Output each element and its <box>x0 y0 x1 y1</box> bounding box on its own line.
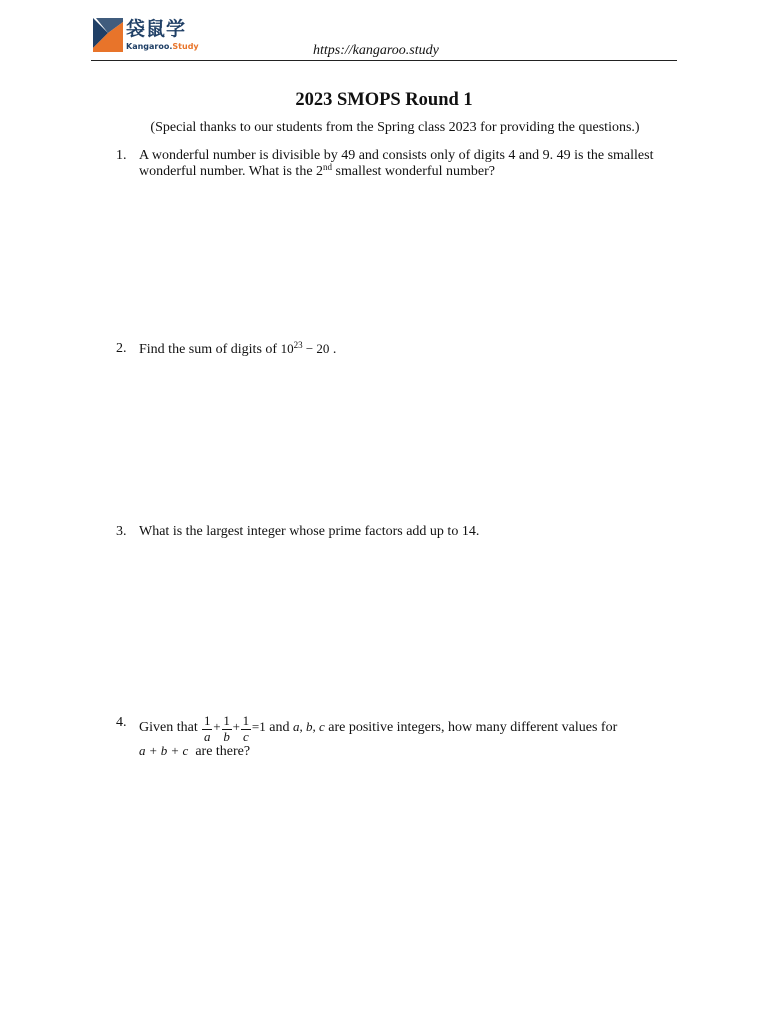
variable-list: a, b, c <box>292 719 325 734</box>
question-text <box>139 341 336 358</box>
question-text-part: Given that <box>139 720 198 735</box>
fraction-denominator: b <box>223 729 230 744</box>
site-url: https://kangaroo.study <box>313 43 439 58</box>
fraction-1-over-c <box>240 715 252 743</box>
question-text-part: are there? <box>195 744 251 759</box>
plus-sign: + <box>232 719 240 734</box>
fraction-denominator: c <box>243 729 249 744</box>
fraction-numerator: 1 <box>242 713 250 728</box>
logo-english-part2: Study <box>172 42 199 51</box>
question-number: 3. <box>116 524 127 539</box>
logo-chinese-text: 袋鼠学 <box>126 18 187 40</box>
sum-expression: a + b + c <box>139 743 189 758</box>
question-text-line2 <box>139 743 250 760</box>
question-text-part: are positive integers, how many different values for <box>328 720 618 735</box>
page-header <box>0 0 768 62</box>
page-title: 2023 SMOPS Round 1 <box>295 90 473 110</box>
logo-english-text <box>126 42 199 52</box>
question-number: 2. <box>116 341 127 356</box>
fraction-1-over-b <box>221 715 233 743</box>
logo-english-part1: Kangaroo. <box>126 42 173 51</box>
fraction-numerator: 1 <box>203 713 211 728</box>
math-expression <box>281 341 330 356</box>
question-text: What is the largest integer whose prime factors add up to 14. <box>139 524 480 539</box>
kangaroo-study-logo <box>93 18 199 58</box>
math-exponent: 23 <box>293 340 303 350</box>
logo-mark-icon <box>93 18 123 52</box>
page-subtitle: (Special thanks to our students from the Spring class 2023 for providing the questions.) <box>150 120 640 135</box>
question-text-line2 <box>139 164 495 180</box>
fraction-denominator: a <box>203 729 211 744</box>
question-text-part: and <box>269 720 290 735</box>
question-text-line1 <box>139 715 617 743</box>
question-text-part: smallest wonderful number? <box>332 164 495 179</box>
ordinal-suffix: nd <box>323 162 333 172</box>
plus-sign: + <box>213 719 221 734</box>
math-base: 10 <box>280 341 294 356</box>
question-text-part: wonderful number. What is the 2 <box>139 164 324 179</box>
question-text-part: Find the sum of digits of <box>139 342 281 357</box>
math-rest: − 20 <box>302 341 330 356</box>
question-number: 4. <box>116 715 127 730</box>
fraction-1-over-a <box>201 715 213 743</box>
question-text-line1: A wonderful number is divisible by 49 and consists only of digits 4 and 9. 49 is the smallest <box>139 148 654 163</box>
fraction-numerator: 1 <box>223 713 230 728</box>
header-divider <box>91 60 677 61</box>
question-text-part: . <box>329 342 337 357</box>
question-number: 1. <box>116 148 127 163</box>
equals-one: =1 <box>251 719 266 734</box>
